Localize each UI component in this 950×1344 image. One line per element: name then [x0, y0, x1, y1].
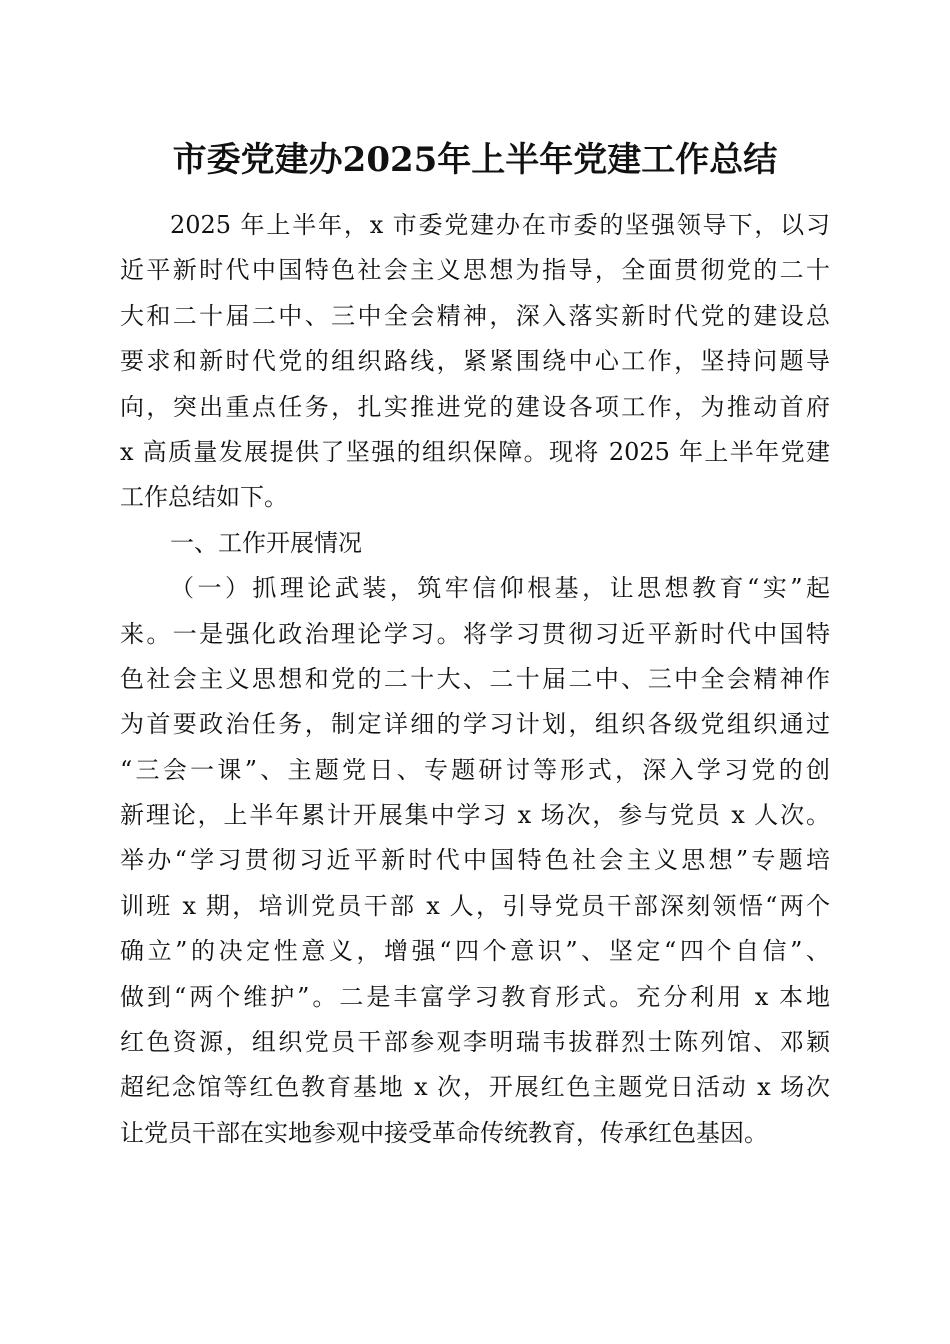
paragraph-1-line-6: x 高质量发展提供了坚强的组织保障。现将 2025 年上半年党建	[120, 437, 830, 466]
paragraph-2-line-12: 超纪念馆等红色教育基地 x 次，开展红色主题党日活动 x 场次	[120, 1073, 830, 1102]
paragraph-1-line-2: 近平新时代中国特色社会主义思想为指导，全面贯彻党的二十	[120, 256, 830, 285]
paragraph-1-line-5: 向，突出重点任务，扎实推进党的建设各项工作，为推动首府	[120, 392, 830, 421]
paragraph-1-line-7: 工作总结如下。	[120, 483, 288, 512]
paragraph-2-line-8: 训班 x 期，培训党员干部 x 人，引导党员干部深刻领悟“两个	[120, 891, 830, 920]
paragraph-2-line-11: 红色资源，组织党员干部参观李明瑞韦拔群烈士陈列馆、邓颖	[120, 1028, 830, 1057]
paragraph-2-line-10: 做到“两个维护”。二是丰富学习教育形式。充分利用 x 本地	[120, 982, 830, 1011]
paragraph-2-line-9: 确立”的决定性意义，增强“四个意识”、坚定“四个自信”、	[120, 937, 830, 966]
paragraph-2-line-5: “三会一课”、主题党日、专题研讨等形式，深入学习党的创	[120, 755, 830, 784]
section-heading: 一、工作开展情况	[170, 528, 362, 557]
paragraph-2-line-4: 为首要政治任务，制定详细的学习计划，组织各级党组织通过	[120, 710, 830, 739]
document-title: 市委党建办2025年上半年党建工作总结	[172, 140, 778, 180]
paragraph-2-line-13: 让党员干部在实地参观中接受革命传统教育，传承红色基因。	[120, 1118, 768, 1147]
paragraph-1-line-4: 要求和新时代党的组织路线，紧紧围绕中心工作，坚持问题导	[120, 347, 830, 376]
paragraph-2-line-6: 新理论，上半年累计开展集中学习 x 场次，参与党员 x 人次。	[120, 801, 830, 830]
document-body	[120, 203, 830, 1156]
paragraph-2-line-7: 举办“学习贯彻习近平新时代中国特色社会主义思想”专题培	[120, 846, 830, 875]
paragraph-1-line-1: 2025 年上半年，x 市委党建办在市委的坚强领导下，以习	[170, 211, 830, 239]
paragraph-2-line-2: 来。一是强化政治理论学习。将学习贯彻习近平新时代中国特	[120, 619, 830, 648]
paragraph-2-line-3: 色社会主义思想和党的二十大、二十届二中、三中全会精神作	[120, 664, 830, 693]
paragraph-2-line-1: （一）抓理论武装，筑牢信仰根基，让思想教育“实”起	[170, 574, 830, 603]
paragraph-1-line-3: 大和二十届二中、三中全会精神，深入落实新时代党的建设总	[120, 301, 830, 330]
